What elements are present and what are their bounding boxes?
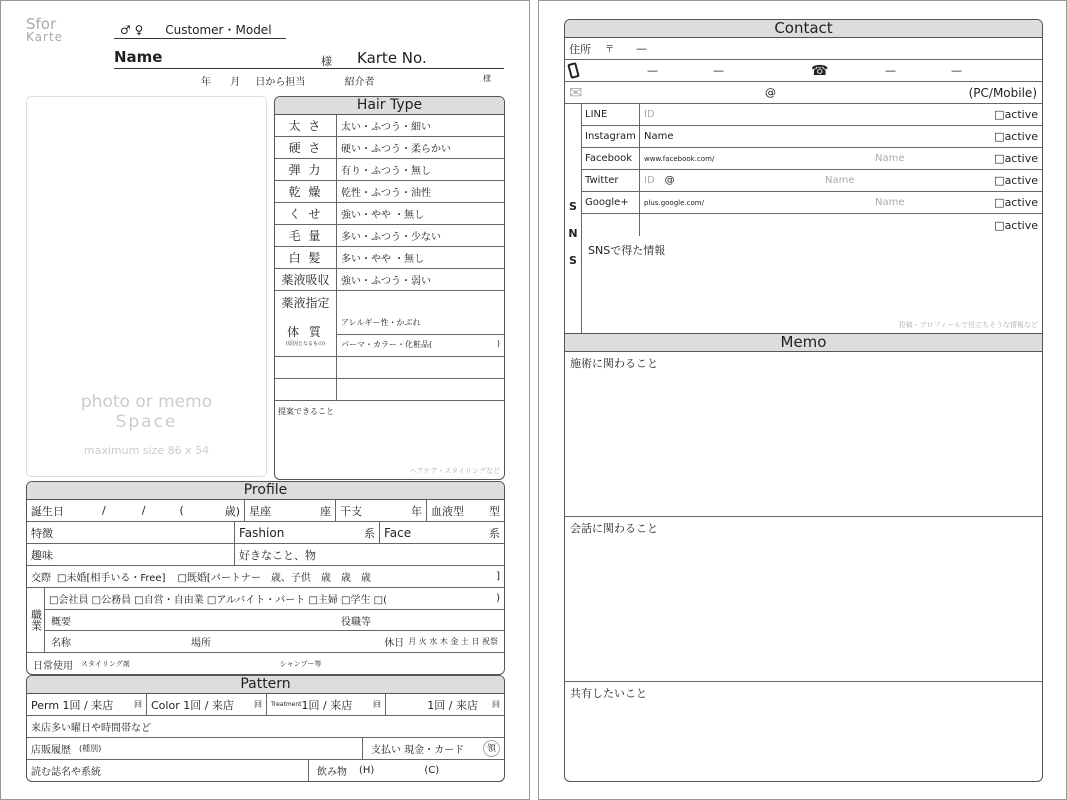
text-label: 座 <box>320 504 331 518</box>
hair-type-row[interactable] <box>275 291 504 313</box>
text-label: □既婚[パートナー 歳、子供 歳 歳 歳 <box>177 573 371 584</box>
mail-icon: ✉ <box>569 83 583 102</box>
text-label: 月 火 水 木 金 土 日 祝祭 <box>408 637 498 646</box>
text-label: 星座 <box>249 504 271 518</box>
text-label: パーマ・カラー・化粧品( <box>341 340 433 349</box>
hair-type-options[interactable]: 太い・ふつう・細い <box>341 122 431 133</box>
hobby-row[interactable] <box>27 544 504 566</box>
sns-field: ID <box>644 109 655 120</box>
text-label: アレルギー性・かぶれ <box>337 313 504 335</box>
hair-type-options[interactable]: 多い・ふつう・少ない <box>341 232 441 243</box>
text-label: 職業 <box>27 588 45 652</box>
memo-title: Memo <box>565 334 1042 352</box>
left-page <box>0 0 530 800</box>
text-label: 〒 <box>605 45 615 55</box>
text-label: Space <box>115 412 178 432</box>
visit-time-row[interactable] <box>27 716 504 738</box>
blank-row[interactable] <box>275 379 504 401</box>
text-label: スタイリング剤 <box>81 660 130 668</box>
sns-name-hint: Name <box>875 197 905 208</box>
mobile-phone-icon <box>567 62 580 79</box>
pattern-title: Pattern <box>27 676 504 694</box>
text-label: 年 <box>201 77 211 88</box>
text-label: (PC/Mobile) <box>968 85 1037 100</box>
text-label: 名称 <box>51 638 71 649</box>
sns-platform: Instagram <box>582 126 640 147</box>
phone-row[interactable] <box>565 60 1042 82</box>
sns-platform: LINE <box>582 104 640 125</box>
text-label: (H) <box>359 765 375 776</box>
hair-type-label: 弾 力 <box>275 159 337 180</box>
hair-type-row[interactable] <box>275 247 504 269</box>
sns-platform: Twitter <box>582 170 640 191</box>
text-label: (原因となるもの) <box>286 340 325 347</box>
text-label: 投稿・プロフィールで役立ちそうな情報など <box>898 321 1038 329</box>
memo-label: 施術に関わること <box>570 357 658 370</box>
name-line[interactable] <box>114 48 504 69</box>
text-label: Name <box>114 48 163 66</box>
email-row[interactable] <box>565 82 1042 104</box>
hair-type-options[interactable]: 有り・ふつう・無し <box>341 166 431 177</box>
sns-row[interactable] <box>582 104 1042 126</box>
feature-row[interactable] <box>27 522 504 544</box>
sns-field: plus.google.com/ <box>644 198 704 207</box>
text-label: 様 <box>321 55 332 68</box>
receipt-icon[interactable]: 領 <box>483 740 500 757</box>
hair-type-options[interactable]: 多い・やや ・無し <box>341 254 425 265</box>
text-label: Perm 1回 / 来店 <box>31 698 114 712</box>
text-label: 休日 <box>384 638 405 649</box>
text-label: ) <box>496 339 500 348</box>
text-label: Karte <box>26 30 64 44</box>
active-checkbox[interactable]: □active <box>994 218 1038 232</box>
sns-name-hint: Name <box>875 153 905 164</box>
text-label: 年 <box>411 504 422 518</box>
date-line <box>201 73 501 88</box>
hair-type-options[interactable] <box>337 291 504 313</box>
text-label: — <box>885 64 896 77</box>
sns-label-letter: S <box>569 200 577 213</box>
sns-info-field[interactable] <box>582 236 1042 333</box>
text-label: 役職等 <box>341 616 371 628</box>
hair-type-row[interactable] <box>275 269 504 291</box>
text-label: 交際 <box>31 573 51 584</box>
text-label: 系 <box>489 526 500 540</box>
text-label: Treatment <box>271 701 302 708</box>
profile-title: Profile <box>27 482 504 500</box>
text-label: 誕生日 <box>31 504 64 518</box>
visit-frequency-row[interactable] <box>27 694 504 716</box>
text-label: 回 <box>373 700 381 709</box>
magazine-row[interactable] <box>27 760 504 781</box>
hair-type-label: 薬液吸収 <box>275 269 337 290</box>
text-label: — <box>647 64 658 77</box>
sns-row[interactable] <box>582 192 1042 214</box>
text-label: @ <box>765 86 776 99</box>
text-label: □会社員 □公務員 □自営・自由業 □アルバイト・パート □主婦 □学生 □( <box>49 595 388 606</box>
hair-type-section <box>274 96 505 480</box>
text-label: 体 質 <box>287 324 324 339</box>
active-checkbox[interactable]: □active <box>994 108 1038 121</box>
hair-type-options[interactable]: 強い・やや ・無し <box>341 210 425 221</box>
hair-type-label: 硬 さ <box>275 137 337 158</box>
hair-type-label: 毛 量 <box>275 225 337 246</box>
hair-type-row[interactable] <box>275 203 504 225</box>
hair-type-options[interactable]: 強い・ふつう・弱い <box>341 276 431 287</box>
text-label: Karte No. <box>357 49 427 67</box>
text-label: 月 <box>230 77 241 88</box>
active-checkbox[interactable]: □active <box>994 152 1038 165</box>
sales-history-row[interactable] <box>27 738 504 760</box>
right-page <box>538 0 1067 800</box>
text-label: 店販履歴 <box>31 745 71 756</box>
contact-section <box>564 19 1043 782</box>
text-label: 回 <box>254 700 262 709</box>
hair-type-options[interactable]: 硬い・ふつう・柔らかい <box>341 144 451 155</box>
sns-platform: Google+ <box>582 192 640 213</box>
hair-type-label: 薬液指定 <box>275 291 337 313</box>
text-label: — <box>713 64 724 77</box>
hair-type-label: 乾 燥 <box>275 181 337 202</box>
hair-type-options[interactable]: 乾性・ふつう・油性 <box>341 188 431 199</box>
text-label: 血液型 <box>431 504 464 518</box>
memo-field[interactable] <box>565 352 1042 517</box>
telephone-icon: ☎ <box>811 62 829 79</box>
hair-type-row[interactable] <box>275 159 504 181</box>
active-checkbox[interactable]: □active <box>994 130 1038 143</box>
text-label: 型 <box>489 504 500 518</box>
sns-name-hint: Name <box>825 175 855 186</box>
text-label: 好きなこと、物 <box>239 548 316 562</box>
hair-type-label: 太 さ <box>275 115 337 136</box>
active-checkbox[interactable]: □active <box>994 174 1038 187</box>
job-row[interactable] <box>27 588 504 653</box>
text-label: 回 <box>134 700 142 709</box>
sns-row[interactable] <box>582 170 1042 192</box>
hair-type-row[interactable] <box>275 225 504 247</box>
memo-field[interactable] <box>565 517 1042 682</box>
text-label: 日から担当 <box>255 77 306 88</box>
text-label: Sfor <box>26 15 57 33</box>
photo-space[interactable] <box>26 96 267 477</box>
active-checkbox[interactable]: □active <box>994 196 1038 209</box>
text-label: 日常使用 <box>33 660 73 672</box>
text-label: Customer・Model <box>165 23 272 37</box>
logo <box>26 15 64 44</box>
sns-field: Name <box>644 131 674 142</box>
profile-section <box>26 481 505 675</box>
memo-label: 共有したいこと <box>570 687 647 700</box>
text-label: 歳) <box>224 504 240 518</box>
hair-type-row[interactable] <box>275 181 504 203</box>
text-label: 特徴 <box>27 522 235 543</box>
blank-row[interactable] <box>275 357 504 379</box>
text-label: 趣味 <box>27 544 235 565</box>
text-label: 干支 <box>340 504 362 518</box>
text-label: photo or memo <box>80 392 213 412</box>
text-label: Fashion <box>239 525 285 540</box>
text-label: 紹介者 <box>344 77 375 88</box>
text-label: maximum size 86 x 54 <box>83 444 210 457</box>
hair-type-label: 白 髪 <box>275 247 337 268</box>
text-label: — <box>951 64 962 77</box>
text-label: 概要 <box>51 616 71 628</box>
text-label: ( <box>179 504 184 517</box>
relationship-row[interactable] <box>27 566 504 588</box>
text-label: Face <box>384 525 412 540</box>
text-label: ] <box>496 571 500 582</box>
gender-symbols[interactable]: ♂ ♀ <box>120 23 144 37</box>
text-label: 住所 <box>569 42 591 56</box>
sns-block <box>565 104 1042 334</box>
text-label: 支払い 現金・カード <box>371 745 465 756</box>
sns-platform: Facebook <box>582 148 640 169</box>
proposal-field[interactable] <box>275 401 504 479</box>
text-label: Color 1回 / 来店 <box>151 698 234 712</box>
sns-label-letter: S <box>569 254 577 267</box>
text-label: (種別) <box>79 744 102 753</box>
text-label: 飲み物 <box>317 767 347 778</box>
text-label: / <box>102 504 106 517</box>
text-label: 提案できること <box>278 407 334 416</box>
text-label: □未婚[相手いる・Free] <box>57 573 166 584</box>
text-label: 場所 <box>191 638 211 649</box>
text-label: / <box>141 504 146 517</box>
pattern-section <box>26 675 505 782</box>
text-label: シャンプー等 <box>279 660 322 668</box>
text-label: 回 <box>492 700 500 709</box>
text-label: ヘアケア・スタイリングなど <box>409 467 500 475</box>
text-label: — <box>636 42 648 55</box>
constitution-row[interactable] <box>275 313 504 357</box>
memo-label: 会話に関わること <box>570 522 658 535</box>
text-label: 1回 / 来店 <box>427 698 478 712</box>
text-label: 読む誌名や系統 <box>27 760 309 781</box>
text-label: (C) <box>424 765 440 776</box>
sns-field: ID <box>644 175 655 186</box>
hair-type-row[interactable] <box>275 137 504 159</box>
text-label: ) <box>496 593 500 604</box>
hair-type-row[interactable] <box>275 115 504 137</box>
hair-type-title: Hair Type <box>275 97 504 115</box>
sns-row[interactable] <box>582 148 1042 170</box>
text-label: 様 <box>483 74 491 83</box>
sns-row[interactable] <box>582 214 1042 236</box>
text-label: @ <box>664 175 675 186</box>
customer-model-line <box>114 21 286 39</box>
sns-platform <box>582 214 640 236</box>
text-label: 1回 / 来店 <box>301 698 353 712</box>
sns-row[interactable] <box>582 126 1042 148</box>
daily-use-row[interactable] <box>27 653 504 675</box>
address-row[interactable] <box>565 38 1042 60</box>
sns-field: www.facebook.com/ <box>644 154 715 163</box>
memo-field[interactable] <box>565 682 1042 780</box>
text-label: 来店多い曜日や時間帯など <box>31 723 151 734</box>
contact-title: Contact <box>565 20 1042 38</box>
text-label: 系 <box>364 526 375 540</box>
sns-label-letter: N <box>568 227 578 240</box>
text-label: SNSで得た情報 <box>588 244 666 257</box>
hair-type-label: く せ <box>275 203 337 224</box>
birthday-row[interactable] <box>27 500 504 522</box>
